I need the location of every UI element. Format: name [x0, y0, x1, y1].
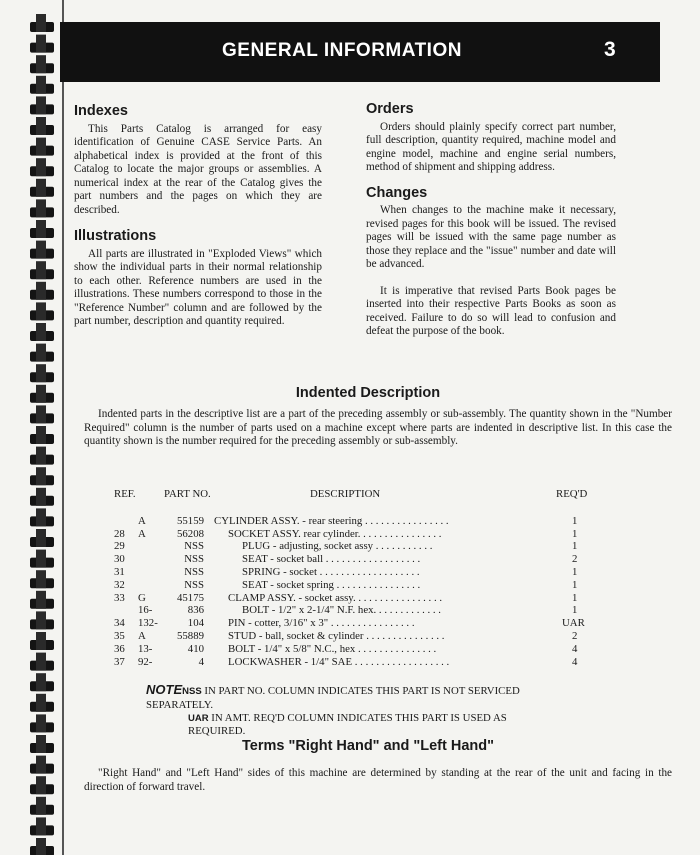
table-row	[110, 515, 590, 528]
illustrations-heading: Illustrations	[74, 228, 157, 244]
row-part: 45175	[177, 591, 204, 604]
spiral-loop	[36, 405, 46, 423]
row-qty: UAR	[562, 617, 585, 630]
row-part: 410	[187, 642, 204, 655]
spiral-loop	[36, 632, 46, 650]
right-column	[366, 103, 616, 339]
page-edge	[62, 0, 64, 855]
row-ref: 31	[114, 565, 125, 578]
spiral-loop	[36, 282, 46, 300]
indented-body-text: Indented parts in the descriptive list are a part of the preceding assembly or sub-assembly. The quantity shown in the "Number Required" column is the number of parts used on a machine except where parts are indented in descriptive list. In this case the quantity shown is the number required for the preceding assembly or sub-assembly.	[84, 408, 672, 447]
spiral-loop	[36, 14, 46, 32]
uar-code: UAR	[188, 712, 209, 724]
row-ref: 29	[114, 540, 125, 553]
table-row	[110, 528, 590, 541]
row-qty: 4	[572, 655, 578, 668]
indented-body	[84, 408, 672, 449]
row-qty: 4	[572, 642, 578, 655]
spiral-loop	[36, 35, 46, 53]
row-part: 56208	[177, 527, 204, 540]
page-title: GENERAL INFORMATION	[222, 40, 462, 61]
row-ref: 34	[114, 617, 125, 630]
spiral-loop	[36, 591, 46, 609]
row-part: 836	[187, 604, 204, 617]
spiral-loop	[36, 96, 46, 114]
table-row	[110, 617, 590, 630]
spiral-loop	[36, 797, 46, 815]
changes-heading: Changes	[366, 184, 428, 201]
row-desc: SPRING - socket . . . . . . . . . . . . . . . . . . .	[242, 565, 420, 578]
page-number: 3	[604, 38, 616, 61]
spiral-loop	[36, 364, 46, 382]
row-desc: BOLT - 1/4" x 5/8" N.C., hex . . . . . . . . . . . . . . .	[228, 642, 437, 655]
indexes-body: This Parts Catalog is arranged for easy identification of Genuine CASE Service Parts. An alphabetical index is provided at the front of this Catalog to locate the major groups or assemblies. A numerical index at the rear of the Catalog gives the part numbers and the pages on which they are described.	[74, 122, 322, 216]
spiral-loop	[36, 735, 46, 753]
table-row	[110, 540, 590, 553]
row-ref: 37	[114, 655, 125, 668]
spiral-loop	[36, 220, 46, 238]
terms-body-text: "Right Hand" and "Left Hand" sides of this machine are determined by standing at the rear of the unit and facing in the direction of forward travel.	[84, 767, 672, 793]
spiral-loop	[36, 467, 46, 485]
terms-body	[84, 767, 672, 794]
row-prefix: 132-	[138, 617, 158, 630]
row-prefix: A	[138, 514, 146, 527]
row-qty: 1	[572, 540, 578, 553]
table-header	[110, 488, 590, 501]
spiral-loop	[36, 611, 46, 629]
illustrations-body: All parts are illustrated in "Exploded Views" which show the individual parts in their normal relationship to each other. Reference numbers are used in the illustrations. These numbers correspond to those in the "Reference Number" column and are followed by the part number, description and quantity required.	[74, 247, 322, 327]
row-prefix: G	[138, 591, 146, 604]
row-prefix: 13-	[138, 642, 153, 655]
spiral-loop	[36, 117, 46, 135]
row-part: 4	[198, 655, 204, 668]
note-block	[146, 684, 566, 738]
spiral-loop	[36, 158, 46, 176]
note-uar	[146, 712, 566, 739]
spiral-loop	[36, 323, 46, 341]
header-banner	[60, 22, 660, 82]
row-qty: 1	[572, 604, 578, 617]
row-desc: BOLT - 1/2" x 2-1/4" N.F. hex. . . . . . . . . . . . .	[242, 604, 441, 617]
row-qty: 2	[572, 629, 578, 642]
row-ref: 30	[114, 553, 125, 566]
spiral-loop	[36, 529, 46, 547]
spiral-loop	[36, 488, 46, 506]
row-qty: 1	[572, 578, 578, 591]
indented-heading: Indented Description	[295, 385, 441, 401]
spiral-loop	[36, 179, 46, 197]
spiral-loop	[36, 570, 46, 588]
table-row	[110, 656, 590, 669]
spiral-loop	[36, 673, 46, 691]
row-ref: 28	[114, 527, 125, 540]
col-part-no: PART NO.	[164, 488, 211, 500]
row-desc: SEAT - socket spring . . . . . . . . . . . . . . . .	[242, 578, 421, 591]
row-ref: 35	[114, 629, 125, 642]
left-column	[74, 105, 322, 329]
row-part: NSS	[184, 553, 204, 566]
note-nss	[146, 684, 566, 712]
row-ref: 36	[114, 642, 125, 655]
orders-heading: Orders	[366, 101, 414, 117]
table-row	[110, 592, 590, 605]
row-qty: 1	[572, 514, 578, 527]
row-qty: 1	[572, 527, 578, 540]
row-desc: SOCKET ASSY. rear cylinder. . . . . . . . . . . . . . . .	[228, 527, 442, 540]
table-row	[110, 566, 590, 579]
nss-text: IN PART NO. COLUMN INDICATES THIS PART IS NOT SERVICED SEPARATELY.	[146, 685, 520, 711]
orders-body: Orders should plainly specify correct part number, full description, quantity required, machine model and engine model, machine and engine serial numbers, method of shipment and shipping address.	[366, 120, 616, 173]
col-reqd: REQ'D	[556, 488, 588, 500]
note-label: NOTE	[146, 682, 183, 697]
row-desc: LOCKWASHER - 1/4" SAE . . . . . . . . . . . . . . . . . .	[228, 655, 450, 668]
spiral-loop	[36, 838, 46, 855]
terms-heading: Terms "Right Hand" and "Left Hand"	[242, 738, 494, 754]
row-desc: PLUG - adjusting, socket assy . . . . . . . . . . .	[242, 540, 433, 553]
row-part: 55889	[177, 629, 204, 642]
table-row	[110, 579, 590, 592]
row-qty: 1	[572, 591, 578, 604]
spiral-loop	[36, 653, 46, 671]
row-ref: 33	[114, 591, 125, 604]
indexes-heading: Indexes	[74, 103, 128, 119]
row-prefix: 92-	[138, 655, 153, 668]
row-part: NSS	[184, 578, 204, 591]
table-row	[110, 553, 590, 566]
table-body	[110, 515, 590, 669]
spiral-loop	[36, 447, 46, 465]
row-desc: CYLINDER ASSY. - rear steering . . . . . . . . . . . . . . . .	[214, 514, 449, 527]
spiral-loop	[36, 756, 46, 774]
spiral-loop	[36, 817, 46, 835]
row-prefix: A	[138, 629, 146, 642]
spiral-loop	[36, 714, 46, 732]
spiral-loop	[36, 344, 46, 362]
row-part: NSS	[184, 540, 204, 553]
spiral-loop	[36, 55, 46, 73]
row-prefix: A	[138, 527, 146, 540]
spiral-loop	[36, 694, 46, 712]
row-desc: CLAMP ASSY. - socket assy. . . . . . . . . . . . . . . . .	[228, 591, 443, 604]
table-row	[110, 630, 590, 643]
table-row	[110, 643, 590, 656]
row-desc: PIN - cotter, 3/16" x 3" . . . . . . . . . . . . . . . .	[228, 617, 415, 630]
spiral-loop	[36, 138, 46, 156]
spiral-loop	[36, 426, 46, 444]
spiral-loop	[36, 302, 46, 320]
nss-code: NSS	[182, 686, 202, 697]
row-qty: 2	[572, 553, 578, 566]
parts-table	[110, 488, 590, 668]
col-description: DESCRIPTION	[310, 488, 381, 500]
spiral-loop	[36, 241, 46, 259]
changes-body-2: It is imperative that revised Parts Book pages be inserted into their respective Parts Books as soon as received. Failure to do so will lead to confusion and defeat the purpose of the book.	[366, 284, 616, 337]
row-desc: STUD - ball, socket & cylinder . . . . . . . . . . . . . . .	[228, 629, 445, 642]
row-desc: SEAT - socket ball . . . . . . . . . . . . . . . . . .	[242, 553, 421, 566]
row-prefix: 16-	[138, 604, 153, 617]
uar-text: IN AMT. REQ'D COLUMN INDICATES THIS PART IS USED AS REQUIRED.	[188, 711, 507, 738]
spiral-loop	[36, 261, 46, 279]
row-qty: 1	[572, 565, 578, 578]
row-part: 104	[187, 617, 204, 630]
spiral-loop	[36, 550, 46, 568]
table-row	[110, 604, 590, 617]
spiral-loop	[36, 776, 46, 794]
spiral-loop	[36, 199, 46, 217]
spiral-loop	[36, 508, 46, 526]
spiral-loop	[36, 76, 46, 94]
row-ref: 32	[114, 578, 125, 591]
spiral-binding	[0, 0, 70, 855]
row-part: 55159	[177, 514, 204, 527]
row-part: NSS	[184, 565, 204, 578]
spiral-loop	[36, 385, 46, 403]
col-ref: REF.	[114, 488, 136, 500]
changes-body-1: When changes to the machine make it necessary, revised pages for this book will be issued. The revised pages will be issued with the same page number as those they replace and the "issue" number and date will be advanced.	[366, 204, 616, 270]
